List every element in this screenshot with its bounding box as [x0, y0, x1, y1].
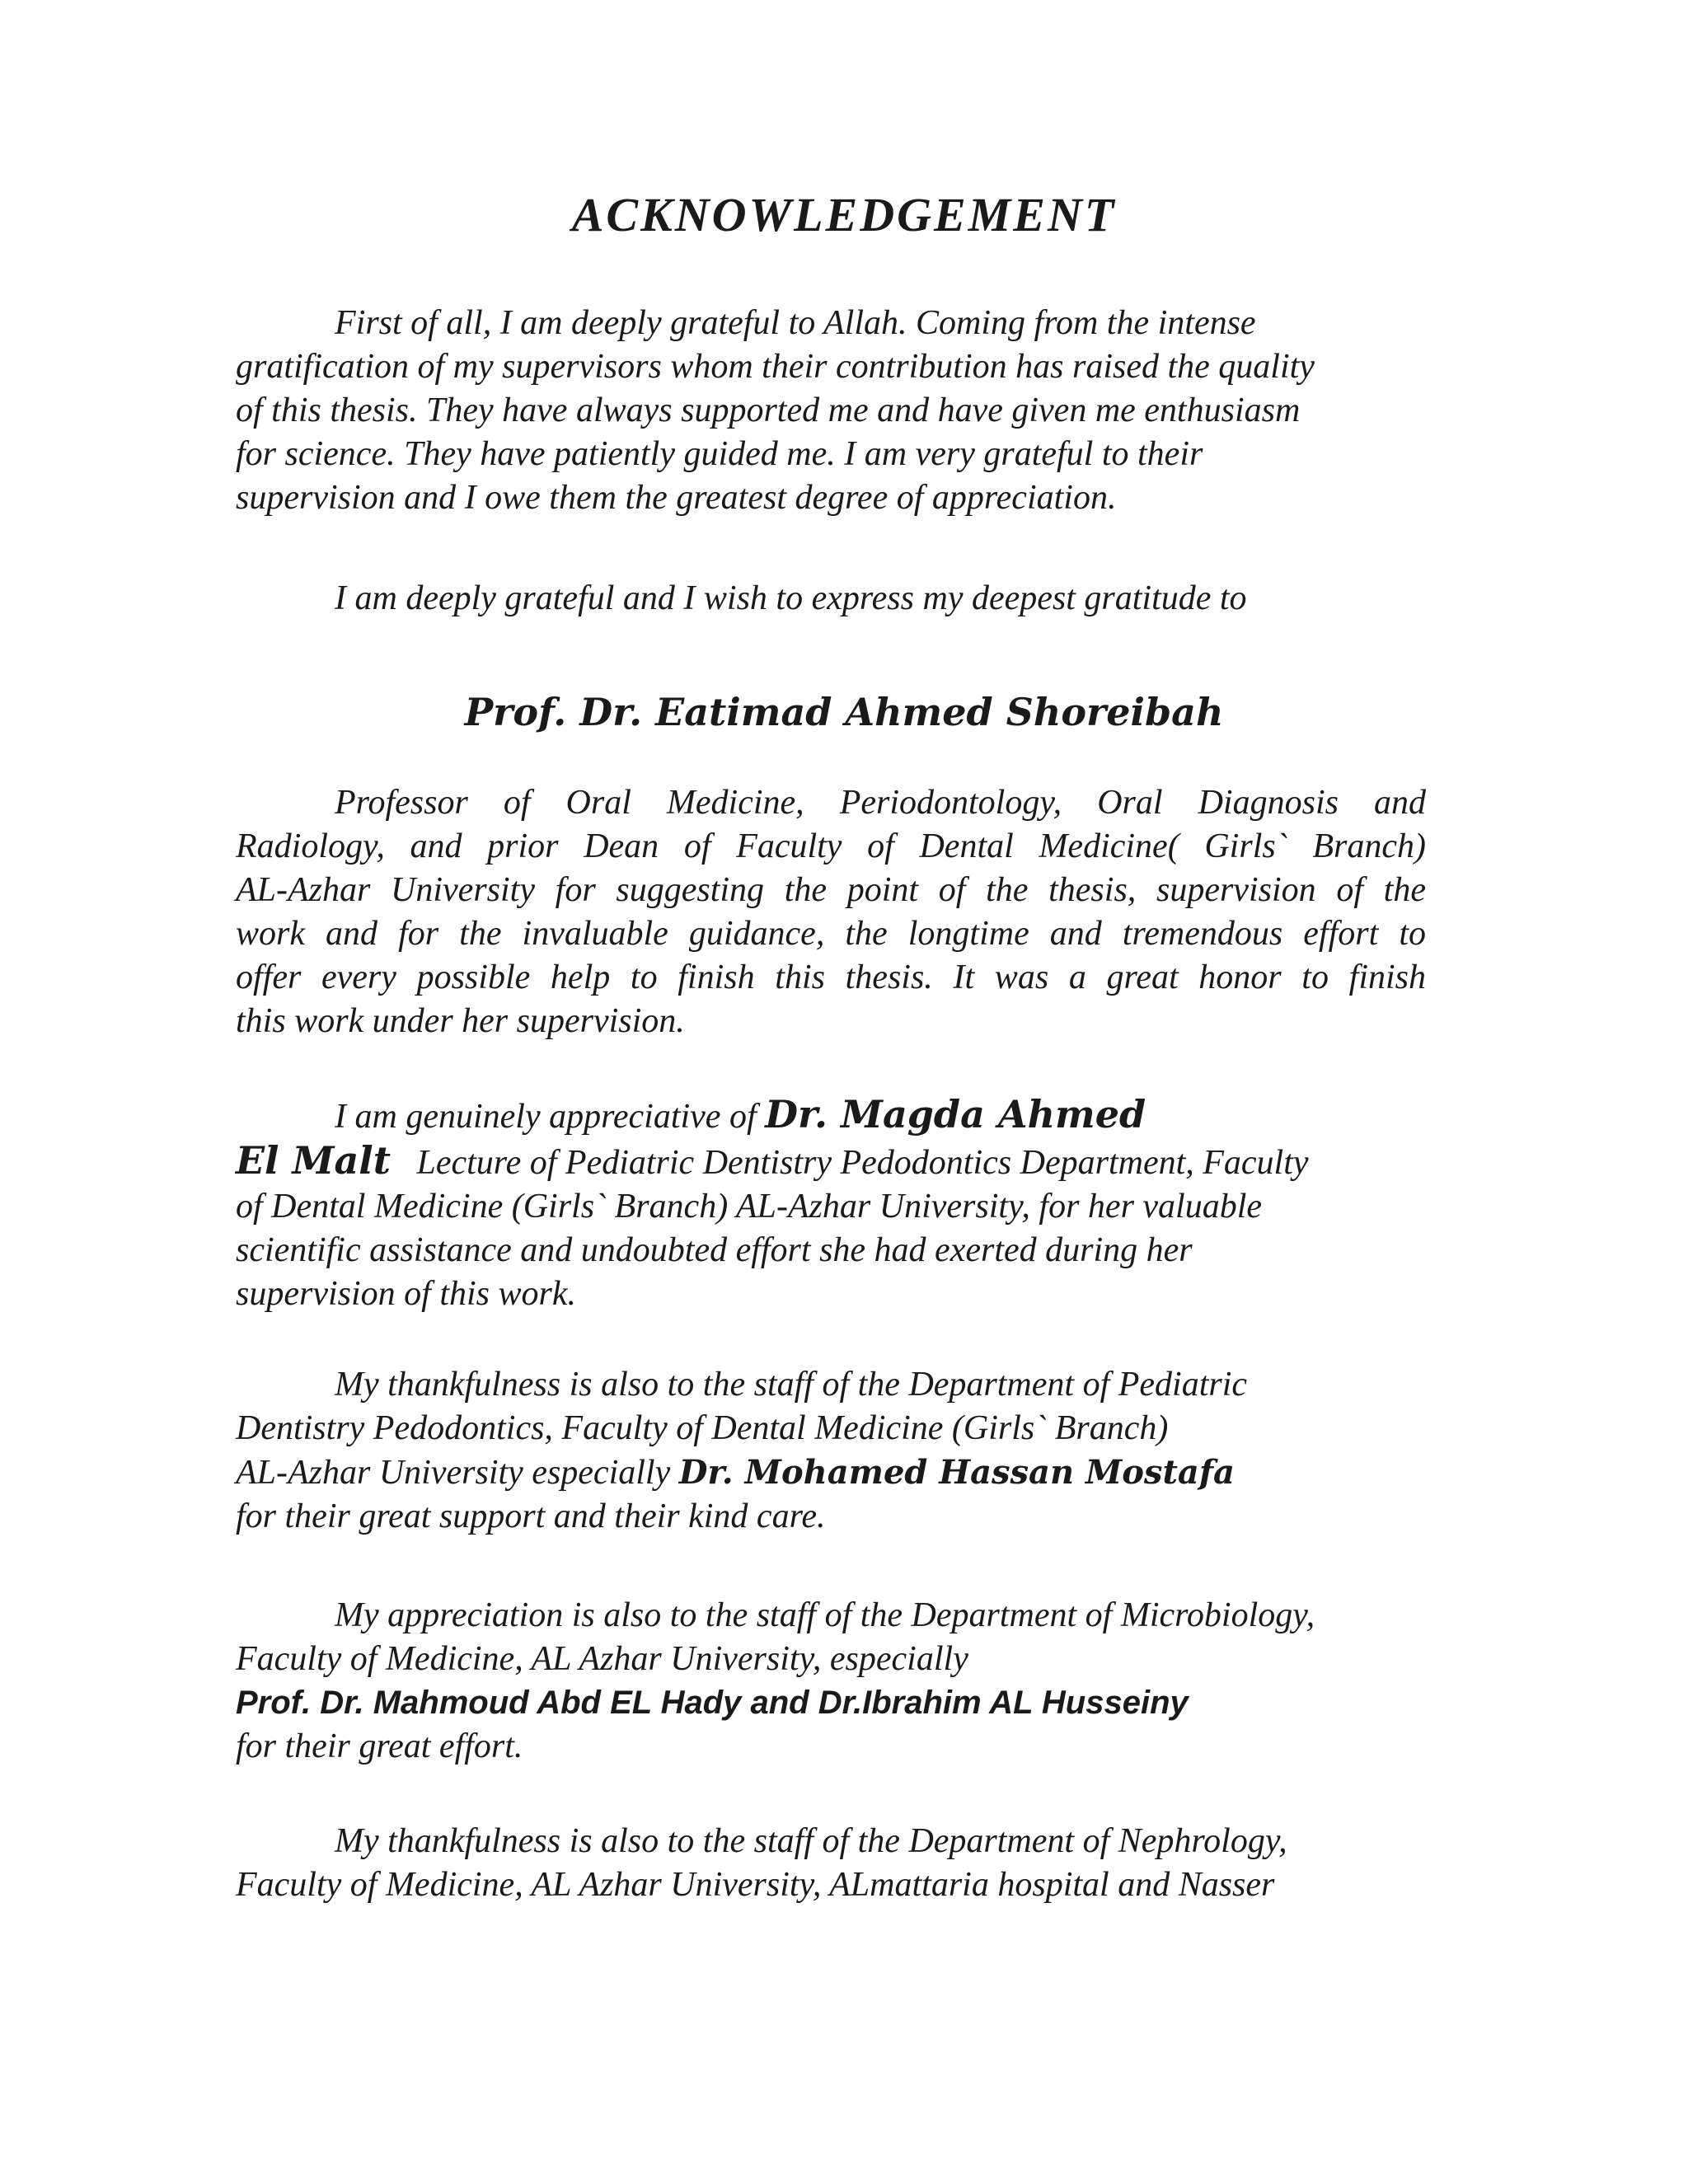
microbiology-staff-names: Prof. Dr. Mahmoud Abd EL Hady and Dr.Ibrahim AL Husseiny [236, 1685, 1189, 1721]
intro-line: for science. They have patiently guided me. I am very grateful to their [236, 435, 1203, 473]
supervisor1-line: offer every possible help to finish this thesis. It was a great honor to finish [236, 958, 1426, 996]
pedodontics-line: AL-Azhar University especially Dr. Mohamed Hassan Mostafa [236, 1453, 1235, 1492]
microbiology-line: My appreciation is also to the staff of the Department of Microbiology, [335, 1596, 1315, 1634]
microbiology-line: Faculty of Medicine, AL Azhar University, especially [236, 1640, 968, 1678]
supervisor2-line: of Dental Medicine (Girls` Branch) AL-Azhar University, for her valuable [236, 1188, 1263, 1226]
supervisor2-name-cont: El Malt [236, 1138, 391, 1183]
supervisor1-name: Prof. Dr. Eatimad Ahmed Shoreibah [464, 690, 1224, 734]
intro-line: of this thesis. They have always supported me and have given me enthusiasm [236, 391, 1301, 429]
supervisor2-line: I am genuinely appreciative of Dr. Magda Ahmed [335, 1092, 1146, 1137]
nephrology-line: Faculty of Medicine, AL Azhar University, ALmattaria hospital and Nasser [236, 1866, 1275, 1904]
pedodontics-staff-name: Dr. Mohamed Hassan Mostafa [678, 1453, 1235, 1492]
supervisor1-line: this work under her supervision. [236, 1002, 685, 1040]
intro-line: gratification of my supervisors whom their contribution has raised the quality [236, 348, 1315, 386]
microbiology-paragraph [236, 1594, 1426, 1769]
nephrology-paragraph [236, 1820, 1426, 1907]
pedodontics-line: My thankfulness is also to the staff of the Department of Pediatric [335, 1366, 1248, 1404]
supervisor1-line: AL-Azhar University for suggesting the point of the thesis, supervision of the [236, 871, 1426, 909]
intro-line: First of all, I am deeply grateful to Allah. Coming from the intense [335, 304, 1256, 342]
supervisor2-line: scientific assistance and undoubted effort she had exerted during her [236, 1231, 1193, 1269]
pedodontics-line: for their great support and their kind care. [236, 1497, 826, 1535]
page-title: ACKNOWLEDGEMENT [571, 188, 1117, 241]
nephrology-line: My thankfulness is also to the staff of the Department of Nephrology, [335, 1822, 1287, 1860]
intro-paragraph [236, 302, 1426, 520]
supervisor1-line: Radiology, and prior Dean of Faculty of Dental Medicine( Girls` Branch) [236, 827, 1426, 865]
supervisor2-name: Dr. Magda Ahmed [765, 1092, 1146, 1137]
intro-line: supervision and I owe them the greatest degree of appreciation. [236, 479, 1117, 517]
pedodontics-line: Dentistry Pedodontics, Faculty of Dental Medicine (Girls` Branch) [236, 1409, 1169, 1447]
supervisor1-line: work and for the invaluable guidance, the longtime and tremendous effort to [236, 915, 1426, 953]
supervisor1-paragraph [236, 781, 1426, 1043]
supervisor2-line: El Malt Lecture of Pediatric Dentistry Pedodontics Department, Faculty [236, 1138, 1309, 1183]
supervisor2-paragraph [236, 1093, 1426, 1316]
supervisor2-line: supervision of this work. [236, 1275, 577, 1313]
supervisor1-line: Professor of Oral Medicine, Periodontology, Oral Diagnosis and [335, 784, 1426, 822]
gratitude-line: I am deeply grateful and I wish to express my deepest gratitude to [335, 579, 1247, 617]
pedodontics-paragraph [236, 1363, 1426, 1539]
microbiology-line: for their great effort. [236, 1727, 523, 1765]
gratitude-paragraph [236, 577, 1426, 621]
